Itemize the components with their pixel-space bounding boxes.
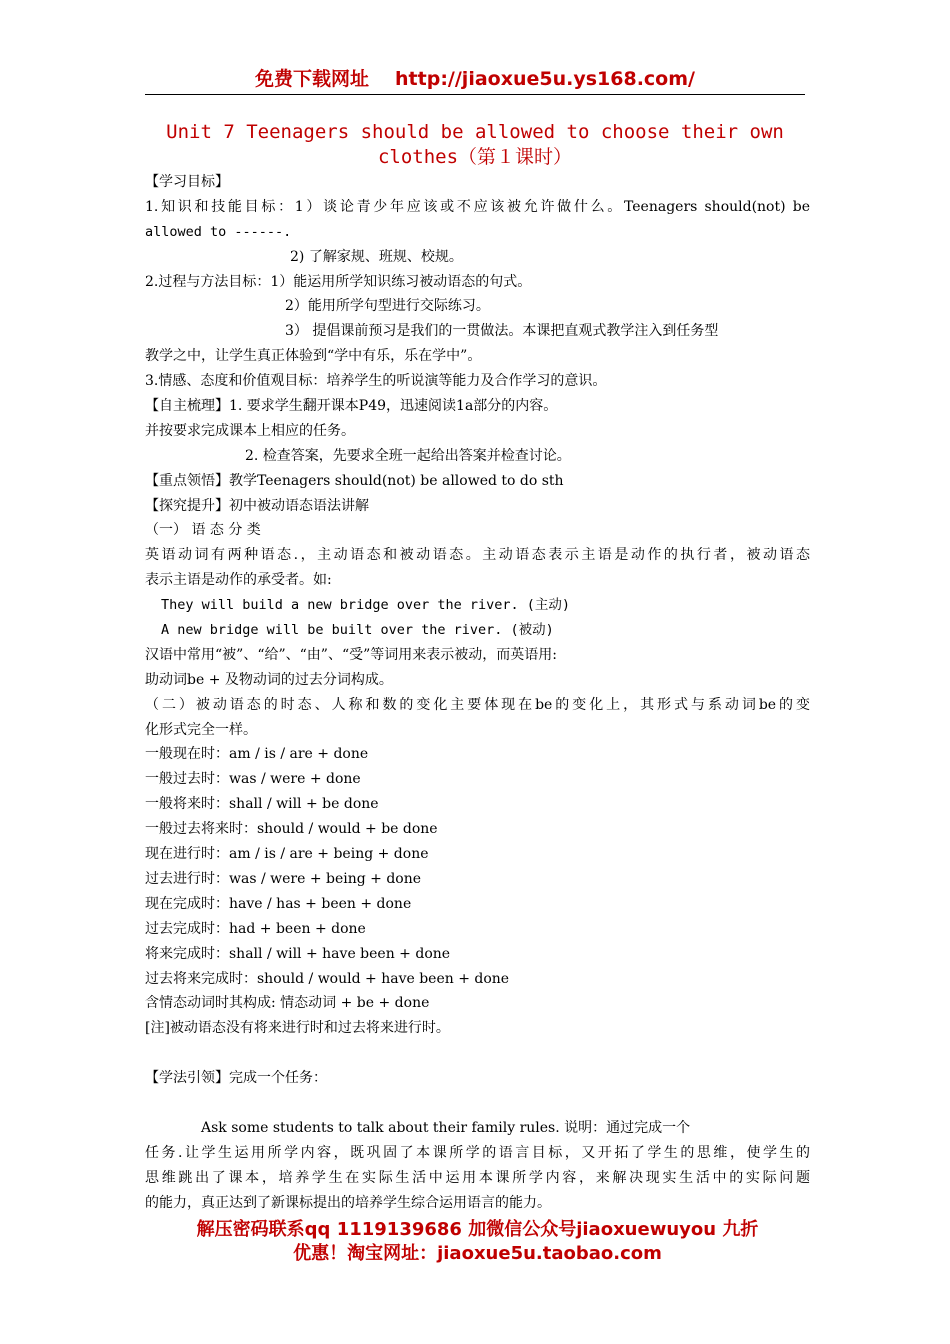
example-sentence: They will build a new bridge over the river. (主动) <box>161 597 571 614</box>
blank-line <box>145 1091 810 1116</box>
body-line: Ask some students to talk about their family rules. 说明：通过完成一个 <box>201 1119 691 1136</box>
tense-form: 现在进行时：am / is / are + being + done <box>145 846 429 863</box>
title-line-2: clothes（第１课时） <box>377 146 573 168</box>
document-title <box>145 120 805 170</box>
body-line: 2）能用所学句型进行交际练习。 <box>285 298 490 315</box>
tense-form: 含情态动词时其构成: 情态动词 + be + done <box>145 995 430 1012</box>
body-line: 2. 检查答案，先要求全班一起给出答案并检查讨论。 <box>245 447 571 464</box>
subsection-heading: （一） 语 态 分 类 <box>145 522 261 539</box>
section-heading-objectives: 【学习目标】 <box>145 174 229 190</box>
footer-line-2: 优惠！淘宝网址：jiaoxue5u.taobao.com <box>293 1243 662 1264</box>
body-line: 2.过程与方法目标：1）能运用所学知识练习被动语态的句式。 <box>145 273 532 290</box>
header-label: 免费下载网址 <box>255 68 370 90</box>
section-heading-method: 【学法引领】完成一个任务： <box>145 1070 327 1087</box>
body-line: 1.知识和技能目标：1）谈论青少年应该或不应该被允许做什么。Teenagers should(not) be <box>145 198 810 215</box>
body-line: （二）被动语态的时态、人称和数的变化主要体现在be的变化上，其形式与系动词be的变 <box>145 696 810 713</box>
title-line-1: Unit 7 Teenagers should be allowed to choose their own <box>166 121 784 143</box>
body-line: 助动词be + 及物动词的过去分词构成。 <box>145 671 393 688</box>
tense-form: 过去进行时：was / were + being + done <box>145 870 422 887</box>
tense-form: 将来完成时：shall / will + have been + done <box>145 945 451 962</box>
tense-form: 过去将来完成时：should / would + have been + done <box>145 970 510 987</box>
tense-form: 一般现在时：am / is / are + done <box>145 746 369 763</box>
example-sentence: A new bridge will be built over the river. (被动) <box>161 622 554 639</box>
tense-form: 一般将来时：shall / will + be done <box>145 796 379 813</box>
tense-form: 一般过去将来时：should / would + be done <box>145 821 438 838</box>
tense-form: 一般过去时：was / were + done <box>145 771 361 788</box>
blank-line <box>145 1041 810 1066</box>
body-line: 教学之中，让学生真正体验到“学中有乐，乐在学中”。 <box>145 348 482 365</box>
body-line: 并按要求完成课本上相应的任务。 <box>145 422 355 439</box>
body-line: 化形式完全一样。 <box>145 721 257 738</box>
body-line: 表示主语是动作的承受者。如: <box>145 572 332 589</box>
page-footer <box>145 1218 810 1266</box>
body-line: 英语动词有两种语态.，主动语态和被动语态。主动语态表示主语是动作的执行者，被动语态 <box>145 547 810 564</box>
tense-form: 过去完成时：had + been + done <box>145 920 366 937</box>
body-line: allowed to ------. <box>145 223 292 240</box>
body-line: 思维跳出了课本，培养学生在实际生活中运用本课所学内容，来解决现实生活中的实际问题 <box>145 1169 810 1186</box>
note-line: [注]被动语态没有将来进行时和过去将来进行时。 <box>145 1020 450 1037</box>
section-heading-key-points: 【重点领悟】教学Teenagers should(not) be allowed to do sth <box>145 472 564 489</box>
document-body <box>145 170 810 1215</box>
body-line: 2) 了解家规、班规、校规。 <box>290 248 463 265</box>
page-header <box>145 64 805 95</box>
body-line: 3.情感、态度和价值观目标：培养学生的听说演等能力及合作学习的意识。 <box>145 373 607 390</box>
body-line: 3） 提倡课前预习是我们的一贯做法。本课把直观式教学注入到任务型 <box>285 323 719 340</box>
body-line: 任务.让学生运用所学内容，既巩固了本课所学的语言目标，又开拓了学生的思维，使学生的 <box>145 1144 810 1161</box>
footer-line-1: 解压密码联系qq 1119139686 加微信公众号jiaoxuewuyou 九折 <box>196 1219 759 1240</box>
body-line: 的能力，真正达到了新课标提出的培养学生综合运用语言的能力。 <box>145 1194 551 1211</box>
body-line: 汉语中常用“被”、“给”、“由”、“受”等词用来表示被动，而英语用: <box>145 646 557 663</box>
tense-form: 现在完成时：have / has + been + done <box>145 895 412 912</box>
header-url: http://jiaoxue5u.ys168.com/ <box>395 68 695 90</box>
section-heading-self-review: 【自主梳理】1. 要求学生翻开课本P49，迅速阅读1a部分的内容。 <box>145 398 558 415</box>
section-heading-exploration: 【探究提升】初中被动语态语法讲解 <box>145 497 369 514</box>
